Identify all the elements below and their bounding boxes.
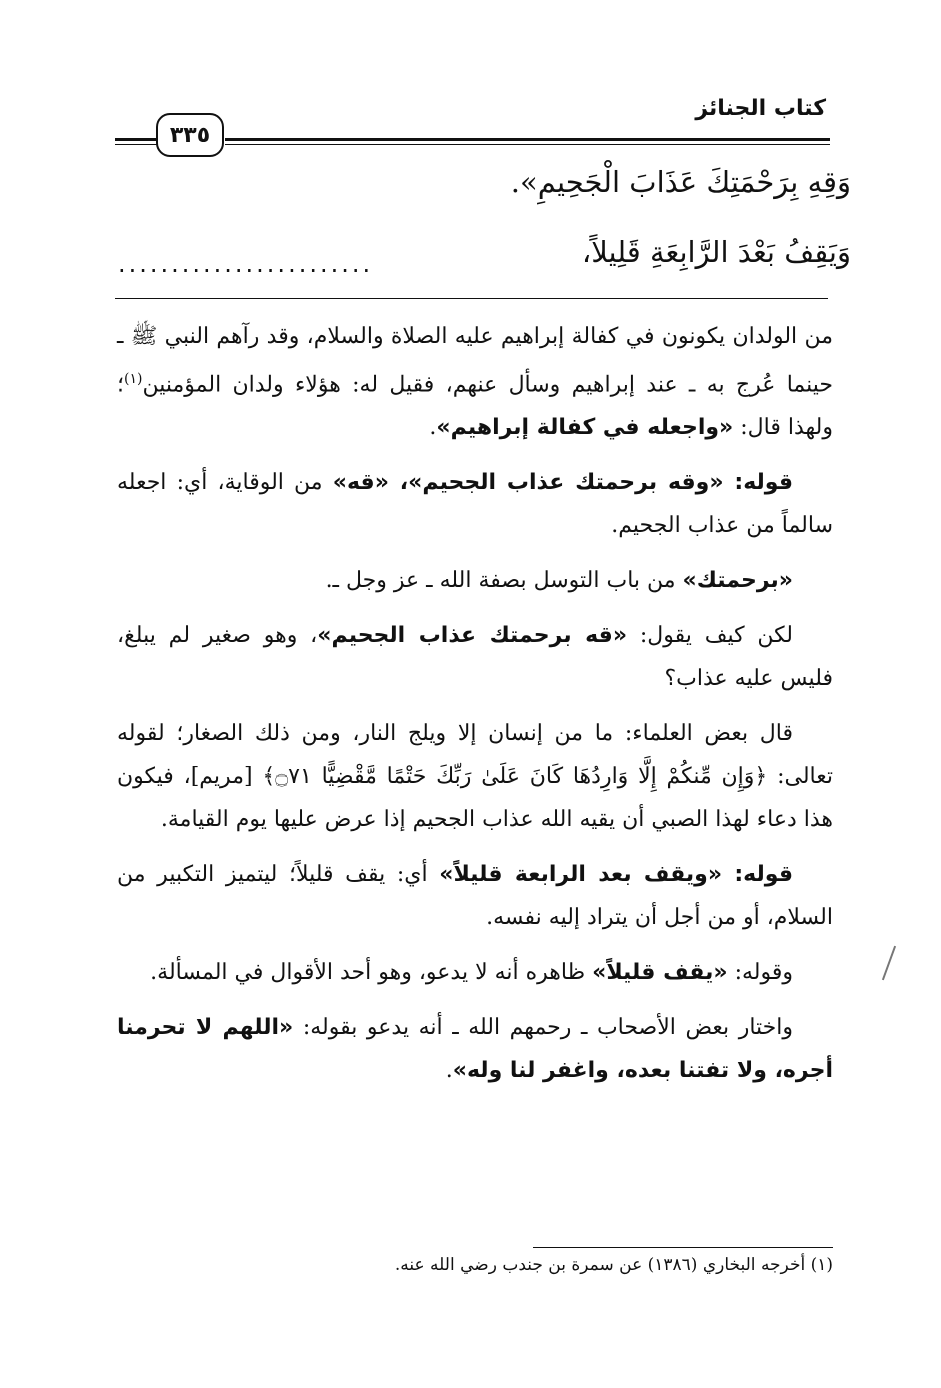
page-number-badge: ٣٣٥	[156, 113, 224, 157]
running-header-title: كتاب الجنائز	[695, 96, 826, 121]
commentary-paragraph-7: وقوله: «يقف قليلاً» ظاهره أنه لا يدعو، وهو أحد الأقوال في المسألة.	[150, 960, 793, 986]
commentary-paragraph-6: قوله: «ويقف بعد الرابعة قليلاً» أي: يقف قليلاً؛ ليتميز التكبير من السلام، أو من أجل أن يتراد إليه نفسه.	[117, 862, 833, 931]
commentary-paragraph-3: «برحمتك» من باب التوسل بصفة الله ـ عز وجل ـ.	[325, 568, 793, 594]
header-rule-left-thin	[115, 144, 157, 145]
commentary-paragraph-2: قوله: «وقه برحمتك عذاب الجحيم»، «قه» من الوقاية، أي: اجعله سالماً من عذاب الجحيم.	[117, 470, 833, 539]
commentary-paragraph-4: لكن كيف يقول: «قه برحمتك عذاب الجحيم»، وهو صغير لم يبلغ، فليس عليه عذاب؟	[117, 623, 833, 692]
footnote: (١) أخرجه البخاري (١٣٨٦) عن سمرة بن جندب رضي الله عنه.	[394, 1255, 833, 1275]
commentary-paragraph-1: من الولدان يكونون في كفالة إبراهيم عليه الصلاة والسلام، وقد رآهم النبي ﷺ ـ حينما عُرج به ـ عند إبراهيم وسأل عنهم، فقيل له: هؤلاء ولدان المؤمنين$^{(١)}$؛ ولهذا قال: «واجعله في كفالة إبراهيم».	[117, 324, 833, 441]
matn-continuation-dots: ........................	[118, 250, 374, 278]
footnote-separator-rule	[533, 1247, 833, 1248]
header-rule-left-thick	[115, 138, 157, 141]
matn-separator-rule	[115, 298, 828, 299]
matn-line-1: وَقِهِ بِرَحْمَتِكَ عَذَابَ الْجَحِيمِ».	[510, 165, 851, 199]
header-rule-thin	[225, 144, 830, 145]
commentary-paragraph-8: واختار بعض الأصحاب ـ رحمهم الله ـ أنه يدعو بقوله: «اللهم لا تحرمنا أجره، ولا تفتنا بعده، واغفر لنا وله».	[117, 1015, 833, 1084]
header-rule-thick	[225, 138, 830, 141]
footnote-ref: (١)	[124, 371, 143, 387]
margin-pencil-mark	[882, 946, 896, 981]
commentary-text	[117, 315, 833, 1104]
matn-line-2: وَيَقِفُ بَعْدَ الرَّابِعَةِ قَلِيلاً،	[581, 235, 851, 269]
commentary-paragraph-5: قال بعض العلماء: ما من إنسان إلا ويلج النار، ومن ذلك الصغار؛ لقوله تعالى: ﴿وَإِن مِّنكُمْ إِلَّا وَارِدُهَا كَانَ عَلَىٰ رَبِّكَ حَتْمًا مَّقْضِيًّا ۝٧١﴾ [مريم]، فيكون هذا دعاء لهذا الصبي أن يقيه الله عذاب الجحيم إذا عرض عليها يوم القيامة.	[117, 721, 833, 833]
